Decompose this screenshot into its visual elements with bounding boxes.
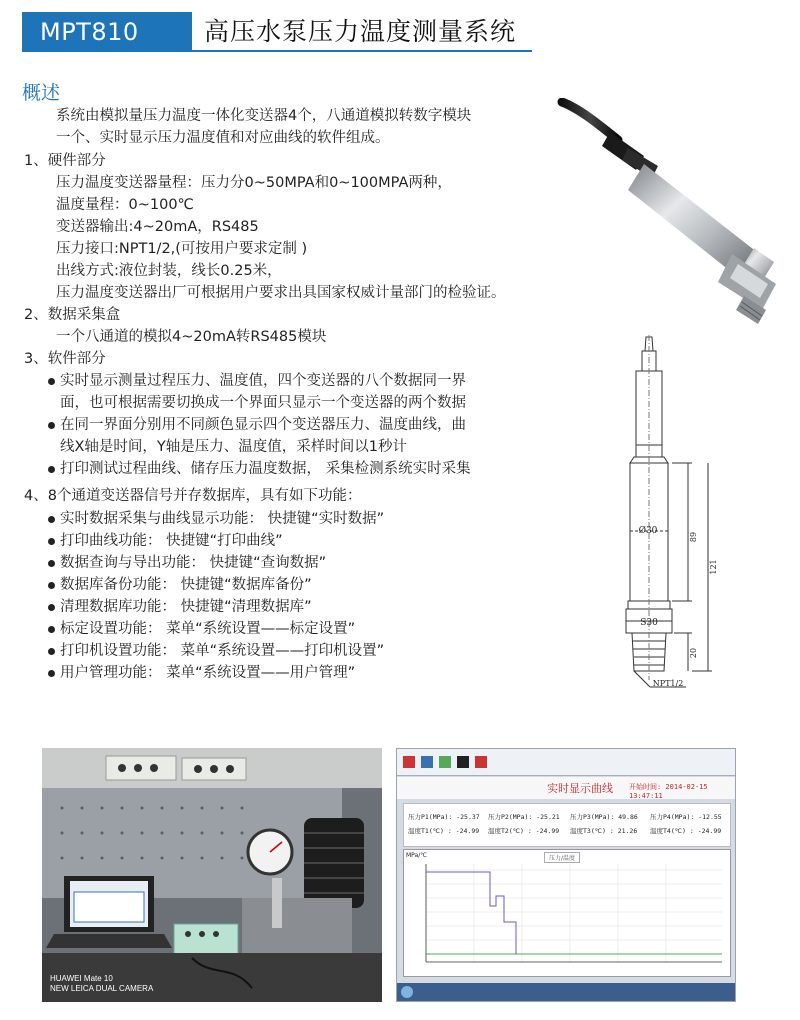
diameter-label: Ø30 [638,526,658,536]
bullet [48,670,55,677]
lab-setup-illustration [42,748,382,1002]
bullet [48,560,55,567]
t4-readout: 温度T4(℃) : -24.99 [650,827,722,835]
title-underline [192,50,532,52]
intro-line-2: 一个、实时显示压力温度值和对应曲线的软件组成。 [56,130,390,146]
dimension-a: 89 [689,531,698,543]
features-heading: 4、8个通道变送器信号并存数据库，具有如下功能： [24,488,362,504]
software-screenshot [396,748,736,1002]
bullet [48,648,55,655]
dimension-total: 121 [709,559,718,575]
realtime-chart [403,849,731,977]
p1-readout: 压力P1(MPa): -25.37 [408,813,480,821]
software-line-3: 在同一界面分别用不同颜色显示四个变送器压力、温度曲线，曲 [60,417,466,433]
daq-heading: 2、数据采集盒 [24,307,121,323]
software-line-4: 线X轴是时间，Y轴是压力、温度值，采样时间以1秒计 [60,439,408,455]
toolbar-icon [421,756,433,768]
page-title: 高压水泵压力温度测量系统 [204,17,517,46]
feature-item: 打印机设置功能： 菜单“系统设置——打印机设置” [60,643,385,659]
hardware-line-4: 压力接口:NPT1/2,(可按用户要求定制 ) [56,241,308,257]
bullet [48,582,55,589]
hex-label: S30 [640,618,658,628]
feature-item: 打印曲线功能： 快捷键“打印曲线” [60,533,283,549]
app-toolbar [397,749,735,776]
page-header [0,0,800,62]
dimension-b: 20 [689,647,698,659]
feature-item: 清理数据库功能： 快捷键“清理数据库” [60,599,312,615]
p2-readout: 压力P2(MPa): -25.21 [488,813,560,821]
start-time: 开始时间: 2014-02-15 13:47:11 [629,783,708,800]
t1-readout: 温度T1(℃) : -24.99 [408,827,480,835]
toolbar-icon [475,756,487,768]
software-line-1: 实时显示测量过程压力、温度值，四个变送器的八个数据同一界 [60,373,466,389]
software-heading: 3、软件部分 [24,351,106,367]
t3-readout: 温度T3(℃) : 21.26 [570,827,638,835]
chart-title: 实时显示曲线 [547,782,613,795]
software-line-2: 面，也可根据需要切换成一个界面只显示一个变送器的两个数据 [60,395,466,411]
bullet [48,422,55,429]
hardware-line-3: 变送器输出:4~20mA，RS485 [56,219,259,235]
camera-watermark: HUAWEI Mate 10 [50,974,113,983]
overview-title: 概述 [22,82,61,104]
dimension-drawing [590,335,760,700]
hardware-line-2: 温度量程：0~100℃ [56,197,194,213]
transmitter-photo [548,98,788,330]
intro-line-1: 系统由模拟量压力温度一体化变送器4个，八通道模拟转数字模块 [56,108,472,124]
bullet [48,538,55,545]
chart-plot [404,850,728,974]
hardware-heading: 1、硬件部分 [24,153,106,169]
software-line-5: 打印测试过程曲线、储存压力温度数据， 采集检测系统实时采集 [60,461,471,477]
daq-line-1: 一个八通道的模拟4~20mA转RS485模块 [56,329,327,345]
model-badge: MPT810 [22,12,192,52]
bullet [48,378,55,385]
chart-legend: 压力/温度 [544,852,580,863]
start-icon [401,986,413,998]
bullet [48,626,55,633]
toolbar-icon [457,756,469,768]
toolbar-icon [439,756,451,768]
hardware-line-1: 压力温度变送器量程：压力分0~50MPA和0~100MPA两种， [56,175,452,191]
y-axis-unit: MPa/℃ [406,852,427,859]
feature-item: 标定设置功能： 菜单“系统设置——标定设置” [60,621,356,637]
bullet [48,604,55,611]
feature-item: 用户管理功能： 菜单“系统设置——用户管理” [60,665,356,681]
p4-readout: 压力P4(MPa): -12.55 [650,813,722,821]
toolbar-icon [403,756,415,768]
camera-watermark-sub: NEW LEICA DUAL CAMERA [50,984,154,993]
t2-readout: 温度T2(℃) : -24.99 [488,827,560,835]
bullet [48,516,55,523]
bullet [48,466,55,473]
hardware-line-6: 压力温度变送器出厂可根据用户要求出具国家权威计量部门的检验证。 [56,285,506,301]
hardware-line-5: 出线方式:液位封装，线长0.25米， [56,263,282,279]
p3-readout: 压力P3(MPa): 49.86 [570,813,638,821]
feature-item: 数据库备份功能： 快捷键“数据库备份” [60,577,312,593]
feature-item: 实时数据采集与曲线显示功能： 快捷键“实时数据” [60,511,385,527]
feature-item: 数据查询与导出功能： 快捷键“查询数据” [60,555,327,571]
taskbar [397,983,735,1001]
lab-setup-photo [42,748,382,1002]
thread-label: NPT1/2 [652,679,684,688]
